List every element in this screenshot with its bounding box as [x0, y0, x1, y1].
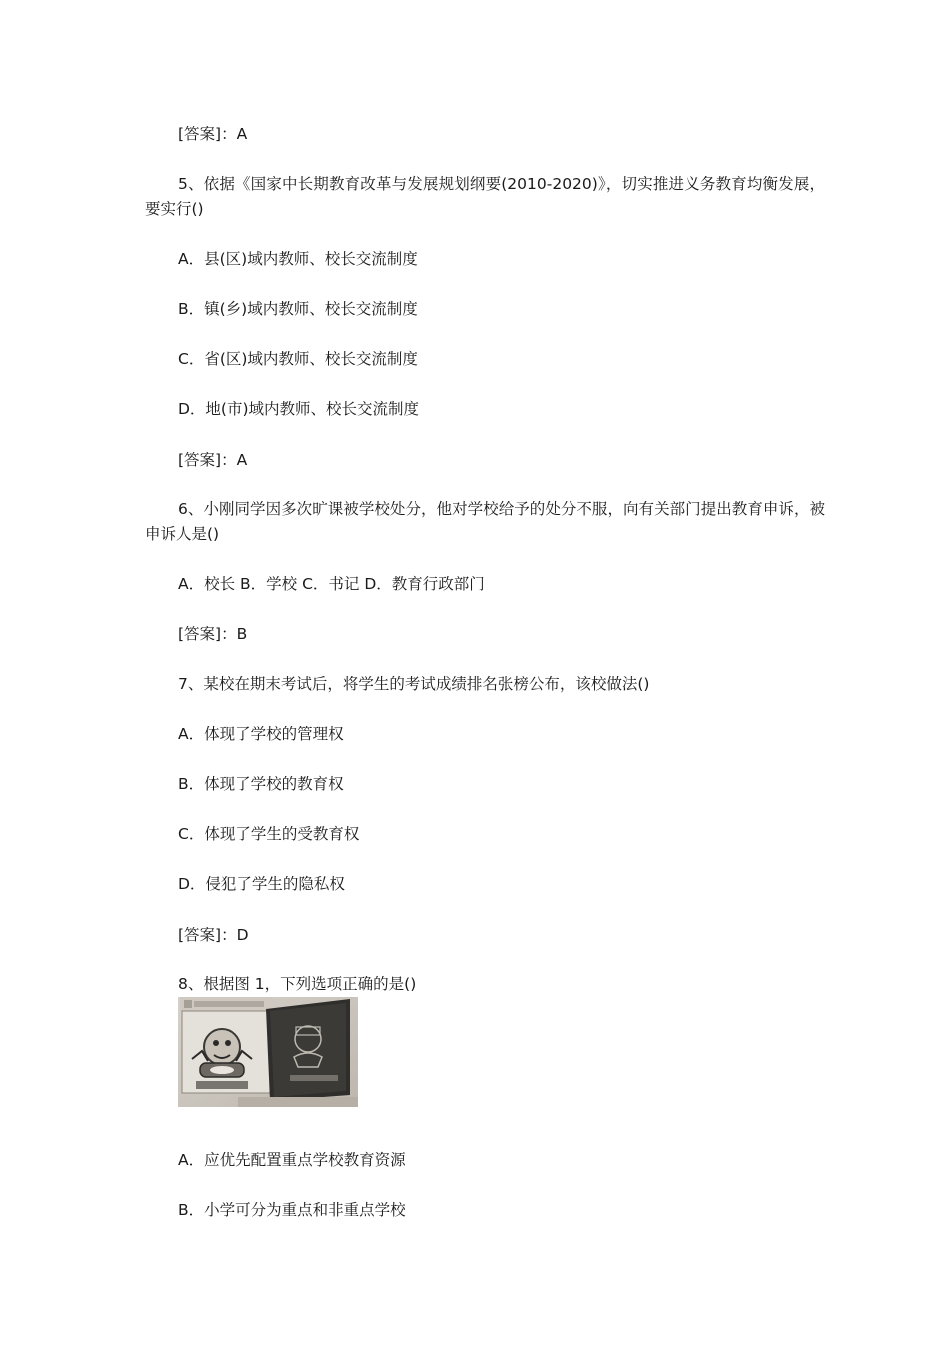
q7-option-a: A．体现了学校的管理权: [178, 725, 344, 743]
q6-options: A．校长 B．学校 C．书记 D．教育行政部门: [178, 575, 485, 593]
q5-option-b: B．镇(乡)域内教师、校长交流制度: [178, 300, 418, 318]
q5-answer: [答案]：A: [178, 451, 248, 469]
q7-option-c: C．体现了学生的受教育权: [178, 825, 360, 843]
q7-option-b: B．体现了学校的教育权: [178, 775, 344, 793]
cartoon-image: [178, 997, 358, 1107]
q4-answer: [答案]：A: [178, 125, 248, 143]
q7-question: 7、某校在期末考试后，将学生的考试成绩排名张榜公布，该校做法(): [178, 675, 650, 693]
q7-option-d: D．侵犯了学生的隐私权: [178, 875, 345, 893]
q5-option-a: A．县(区)域内教师、校长交流制度: [178, 250, 418, 268]
q5-option-c: C．省(区)域内教师、校长交流制度: [178, 350, 418, 368]
q8-option-a: A．应优先配置重点学校教育资源: [178, 1151, 406, 1169]
q6-answer: [答案]：B: [178, 625, 248, 643]
q6-question: 6、小刚同学因多次旷课被学校处分，他对学校给予的处分不服，向有关部门提出教育申诉，被申诉人是(): [145, 500, 825, 543]
q7-answer: [答案]：D: [178, 926, 249, 944]
q5-option-d: D．地(市)域内教师、校长交流制度: [178, 400, 420, 418]
q5-question: 5、依据《国家中长期教育改革与发展规划纲要(2010-2020)》，切实推进义务教育均衡发展，要实行(): [145, 175, 825, 218]
q8-question: 8、根据图 1，下列选项正确的是(): [178, 975, 417, 993]
q8-option-b: B．小学可分为重点和非重点学校: [178, 1201, 406, 1219]
figure-1-cartoon: [178, 997, 358, 1107]
